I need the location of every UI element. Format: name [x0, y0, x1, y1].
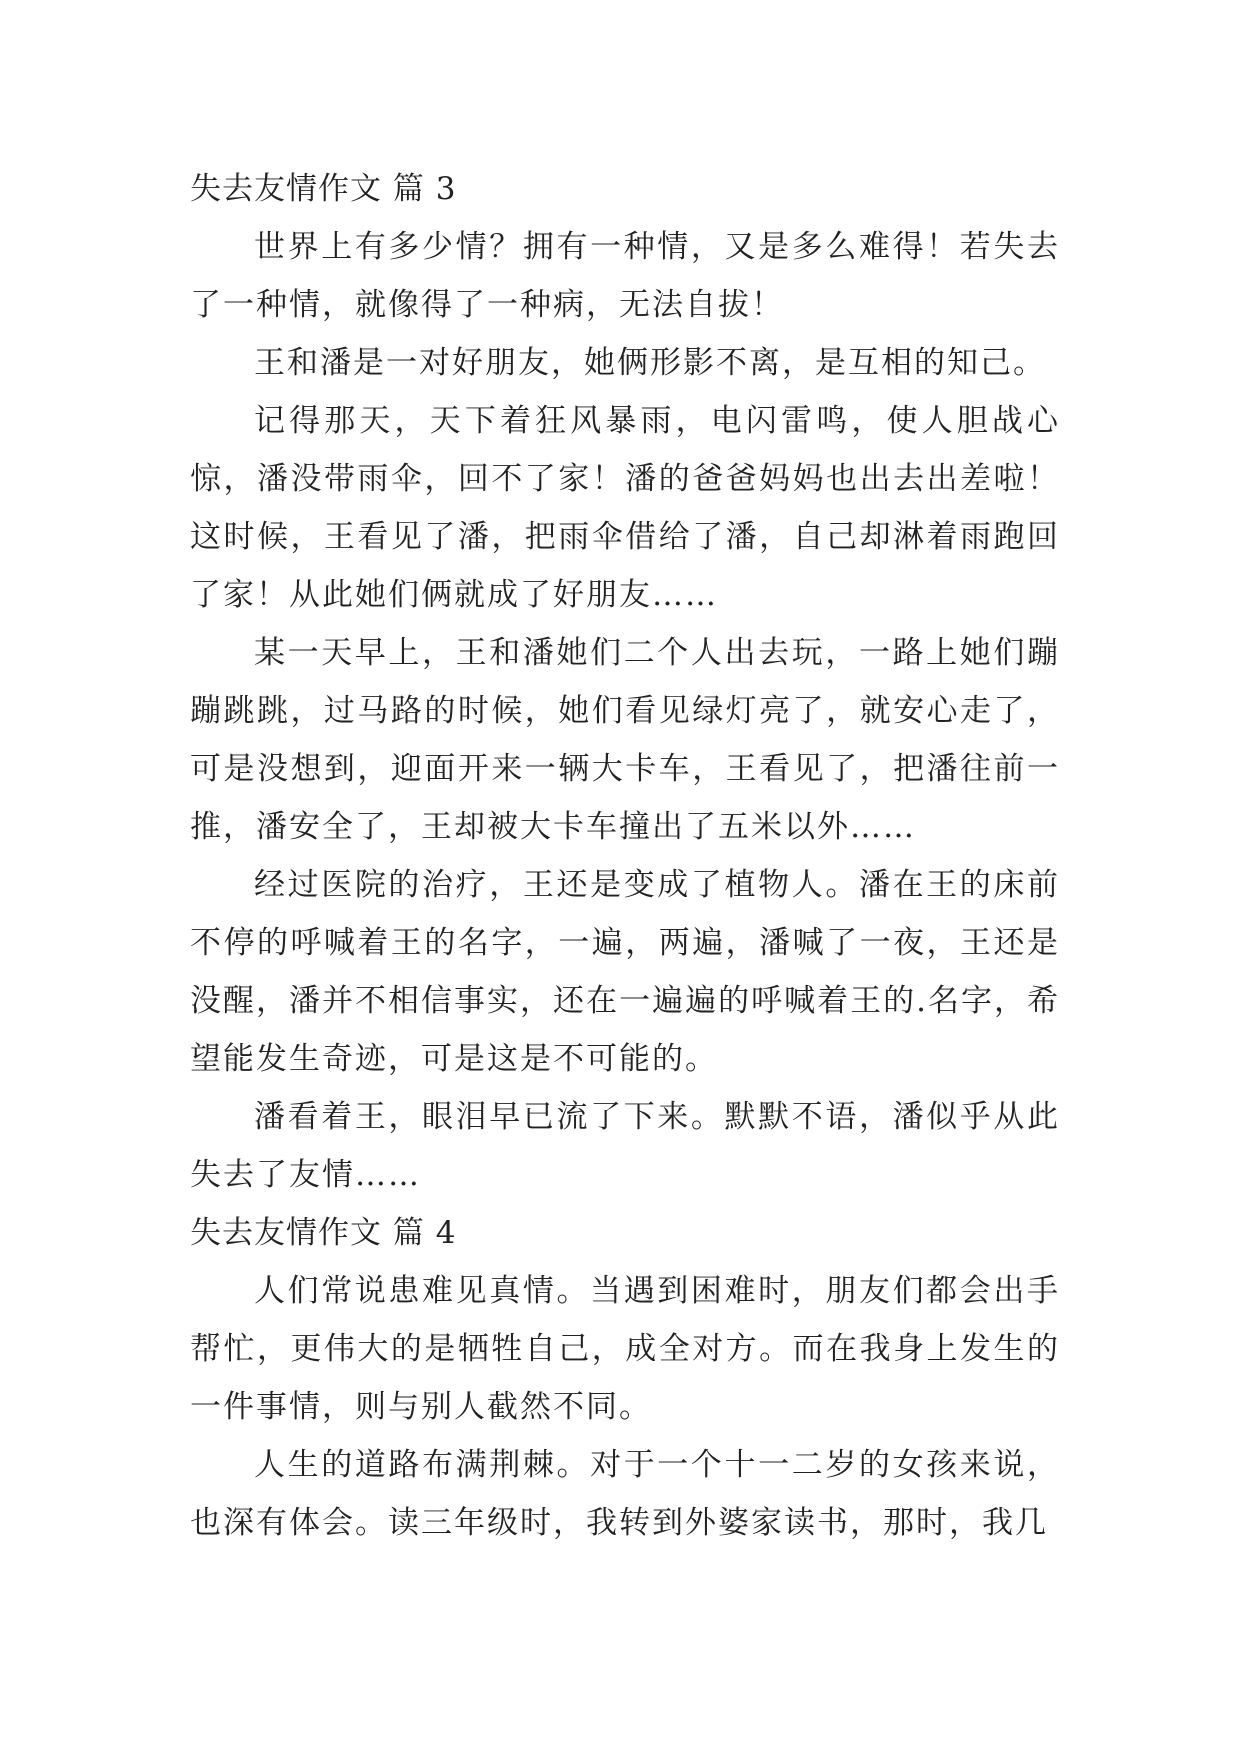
- paragraph: 某一天早上，王和潘她们二个人出去玩，一路上她们蹦蹦跳跳，过马路的时候，她们看见绿灯亮了，就安心走了，可是没想到，迎面开来一辆大卡车，王看见了，把潘往前一推，潘安全了，王却被大卡车撞出了五米以外……: [190, 635, 1060, 845]
- paragraph: 世界上有多少情？拥有一种情，又是多么难得！若失去了一种情，就像得了一种病，无法自拔！: [190, 229, 1060, 323]
- paragraph: 人们常说患难见真情。当遇到困难时，朋友们都会出手帮忙，更伟大的是牺牲自己，成全对方。而在我身上发生的一件事情，则与别人截然不同。: [190, 1273, 1060, 1425]
- paragraph: 王和潘是一对好朋友，她俩形影不离，是互相的知己。: [254, 345, 1046, 381]
- paragraph: 经过医院的治疗，王还是变成了植物人。潘在王的床前不停的呼喊着王的名字，一遍，两遍，潘喊了一夜，王还是没醒，潘并不相信事实，还在一遍遍的呼喊着王的.名字，希望能发生奇迹，可是这是不可能的。: [190, 867, 1060, 1077]
- paragraph: 潘看着王，眼泪早已流了下来。默默不语，潘似乎从此失去了友情……: [190, 1099, 1060, 1193]
- section-heading: 失去友情作文 篇 4: [190, 1215, 457, 1251]
- document-body: [190, 160, 1060, 1552]
- paragraph: 记得那天，天下着狂风暴雨，电闪雷鸣，使人胆战心惊，潘没带雨伞，回不了家！潘的爸爸妈妈也出去出差啦！这时候，王看见了潘，把雨伞借给了潘，自己却淋着雨跑回了家！从此她们俩就成了好朋友……: [190, 403, 1060, 613]
- section-heading: 失去友情作文 篇 3: [190, 171, 457, 207]
- paragraph: 人生的道路布满荆棘。对于一个十一二岁的女孩来说，也深有体会。读三年级时，我转到外婆家读书，那时，我几: [190, 1447, 1060, 1541]
